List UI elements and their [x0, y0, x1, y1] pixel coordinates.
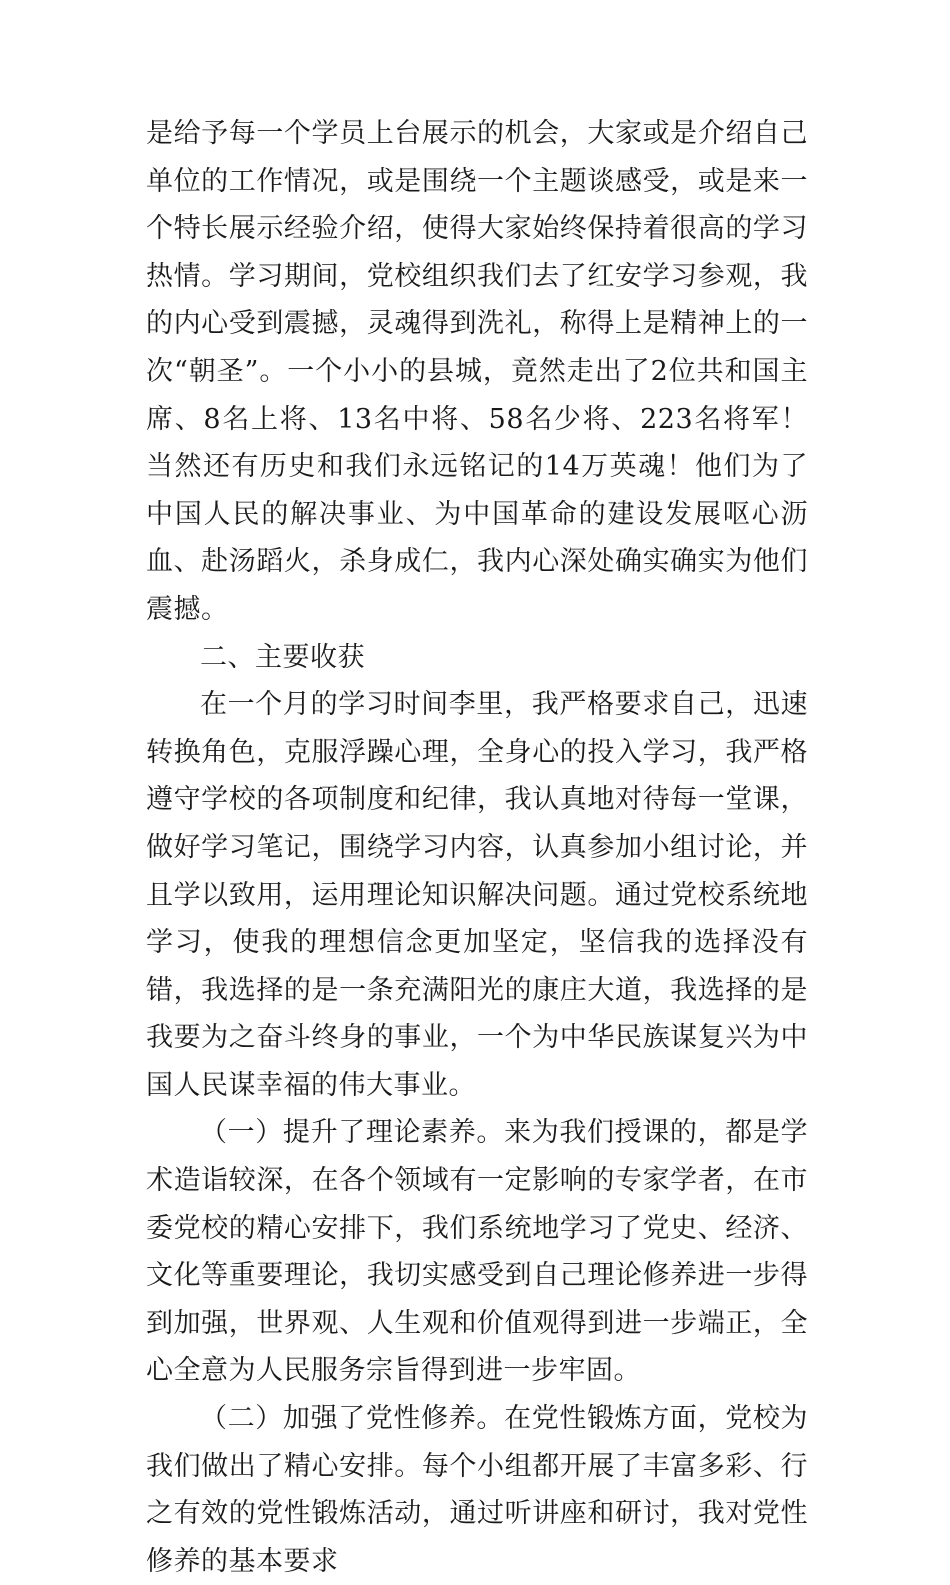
paragraph-study-overview: 在一个月的学习时间李里，我严格要求自己，迅速转换角色，克服浮躁心理，全身心的投入学习，我严格遵守学校的各项制度和纪律，我认真地对待每一堂课，做好学习笔记，围绕学习内容，认真参加小组讨论，并且学以致用，运用理论知识解决问题。通过党校系统地学习，使我的理想信念更加坚定，坚信我的选择没有错，我选择的是一条充满阳光的康庄大道，我选择的是我要为之奋斗终身的事业，一个为中华民族谋复兴为中国人民谋幸福的伟大事业。: [146, 689, 808, 1101]
paragraph-continuation: 是给予每一个学员上台展示的机会，大家或是介绍自己单位的工作情况，或是围绕一个主题谈感受，或是来一个特长展示经验介绍，使得大家始终保持着很高的学习热情。学习期间，党校组织我们去了红安学习参观，我的内心受到震撼，灵魂得到洗礼，称得上是精神上的一次“朝圣”。一个小小的县城，竟然走出了2位共和国主席、8名上将、13名中将、58名少将、223名将军！当然还有历史和我们永远铭记的14万英魂！他们为了中国人民的解决事业、为中国革命的建设发展呕心沥血、赴汤蹈火，杀身成仁，我内心深处确实确实为他们震撼。: [146, 118, 808, 625]
paragraph-party-spirit: （二）加强了党性修养。在党性锻炼方面，党校为我们做出了精心安排。每个小组都开展了丰富多彩、行之有效的党性锻炼活动，通过听讲座和研讨，我对党性修养的基本要求: [146, 1403, 808, 1577]
section-heading-main-gains: 二、主要收获: [200, 641, 365, 673]
document-page: [146, 110, 808, 1585]
paragraph-theory-literacy: （一）提升了理论素养。来为我们授课的，都是学术造诣较深，在各个领域有一定影响的专家学者，在市委党校的精心安排下，我们系统地学习了党史、经济、文化等重要理论，我切实感受到自己理论修养进一步得到加强，世界观、人生观和价值观得到进一步端正，全心全意为人民服务宗旨得到进一步牢固。: [146, 1117, 808, 1387]
